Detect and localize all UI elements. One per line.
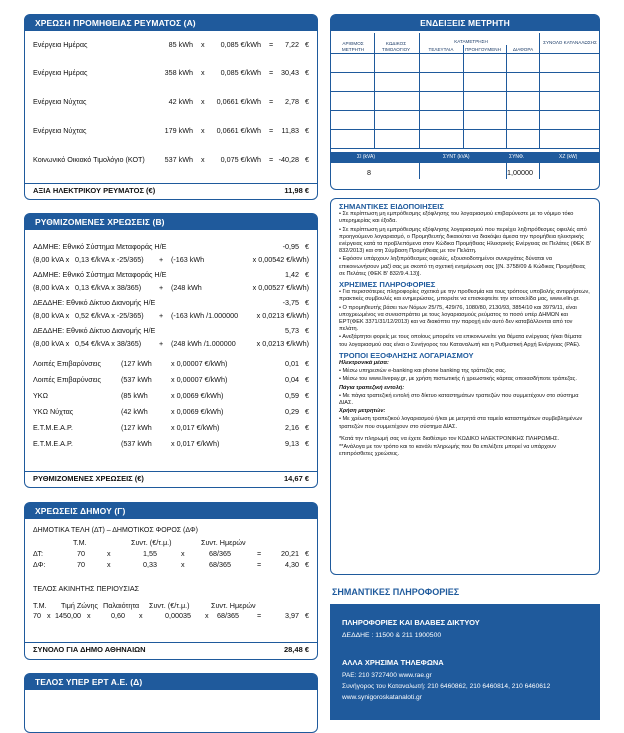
network-calc-rate: 0,13 €/kVA x 38/365) — [75, 283, 142, 292]
network-calc-price: x 0,00542 €/kWh) — [252, 255, 309, 264]
meter-col-total: ΣΥΝΟΛΟ ΚΑΤΑΝΑΛΩΣΗΣ — [543, 40, 597, 45]
network-calc-rate: 0,54 €/kVA x 38/365) — [75, 339, 142, 348]
other-charge-label: ΥΚΩ Νύχτας — [33, 407, 74, 416]
network-charge-row — [25, 339, 317, 349]
meter-readings-box — [330, 14, 600, 190]
tap-row — [25, 611, 317, 621]
pay-cash-item: • Με χρέωση τραπεζικού λογαριασμού ή/και με μετρητά στα ταμεία καταστημάτων συμβεβλημένων τραπεζών που συμμετέχουν στο σύστημα ΔΙΑΣ. — [339, 416, 583, 430]
network-charge-row — [25, 270, 317, 280]
phone-line-3: www.synigoroskatanaloti.gr — [342, 694, 422, 701]
municipal-total-label: ΣΥΝΟΛΟ ΓΙΑ ΔΗΜΟ ΑΘΗΝΑΙΩΝ — [33, 645, 146, 654]
network-calc-kwh: (248 kWh — [171, 283, 202, 292]
municipal-row — [25, 549, 317, 559]
regulated-total-label: ΡΥΘΜΙΖΟΜΕΝΕΣ ΧΡΕΩΣΕΙΣ (€) — [33, 474, 144, 483]
municipal-charges-title: ΧΡΕΩΣΕΙΣ ΔΗΜΟΥ (Γ) — [25, 503, 317, 519]
notice-item: • Σε περίπτωση μη εμπρόθεσμης εξόφλησης λογαριασμού που περιέχει ληξιπρόθεσμες οφειλές από προηγούμενο λογαριασμό, ο Προμηθευτής δικαιούται να διακόψει άμεσα την προμήθεια ηλεκτρικής ενέργειας κατά τα προβλεπόμενα στον Κώδικα Προμήθειας Ηλεκτρικής Ενέργειας σε Πελάτες (ΦΕΚ Β' 832/2013) και στη Σύμβαση Προμήθειας με τον Πελάτη. — [339, 226, 591, 255]
network-charge-row — [25, 242, 317, 252]
ert-charges-box — [24, 673, 318, 733]
supply-row-label: Ενέργεια Ημέρας — [33, 68, 88, 77]
supply-row-label: Ενέργεια Ημέρας — [33, 40, 88, 49]
meter-val-kva: 8 — [367, 168, 371, 177]
useful-info-title: ΧΡΗΣΙΜΕΣ ΠΛΗΡΟΦΟΡΙΕΣ — [339, 280, 436, 290]
supply-charges-title: ΧΡΕΩΣΗ ΠΡΟΜΗΘΕΙΑΣ ΡΕΥΜΑΤΟΣ (Α) — [25, 15, 317, 31]
supply-row-x: x — [201, 155, 205, 164]
network-calc-price: x 0,0213 €/kWh) — [256, 311, 309, 320]
network-charge-row — [25, 298, 317, 308]
municipal-row-days: 68/365 — [209, 560, 231, 569]
supply-row-amount: -40,28 — [278, 155, 299, 164]
regulated-total-row — [25, 471, 317, 485]
meter-values-row — [331, 168, 599, 178]
meter-col-current: ΤΕΛΕΥΤΑΙΑ — [428, 47, 454, 52]
municipal-head-coef: Συντ. (€/τ.μ.) — [131, 538, 172, 547]
other-charge-qty: (42 kWh — [121, 407, 148, 416]
network-charge-row — [25, 255, 317, 265]
municipal-row — [25, 560, 317, 570]
network-charge-label: ΑΔΜΗΕ: Εθνικό Σύστημα Μεταφοράς Η/Ε — [33, 270, 167, 279]
network-charge-cur: € — [305, 242, 309, 251]
notices-title: ΣΗΜΑΝΤΙΚΕΣ ΕΙΔΟΠΟΙΗΣΕΙΣ — [339, 202, 444, 211]
network-calc-kwh: (-163 kWh /1.000000 — [171, 311, 239, 320]
supply-row-qty: 537 kWh — [164, 155, 193, 164]
municipal-row-tm: 70 — [77, 560, 85, 569]
pay-cash-label: Χρήση μετρητών: — [339, 408, 386, 415]
other-charge-amount: 0,04 — [285, 375, 299, 384]
supply-row-eq: = — [269, 68, 274, 77]
other-charge-cur: € — [305, 407, 309, 416]
other-charge-cur: € — [305, 359, 309, 368]
other-charge-qty: (127 kWh — [121, 359, 152, 368]
important-info-title: ΣΗΜΑΝΤΙΚΕΣ ΠΛΗΡΟΦΟΡΙΕΣ — [332, 587, 460, 597]
supply-row-x: x — [201, 68, 205, 77]
meter-col-number: ΑΡΙΘΜΟΣ ΜΕΤΡΗΤΗ — [341, 41, 365, 52]
network-charge-amount: 1,42 — [285, 270, 299, 279]
supply-row-cur: € — [305, 155, 309, 164]
network-calc-kwh: (-163 kWh — [171, 255, 205, 264]
municipal-row-amount: 4,30 — [285, 560, 299, 569]
network-info-line: ΔΕΔΔΗΕ : 11500 & 211 1900500 — [342, 632, 442, 639]
supply-row-eq: = — [269, 126, 274, 135]
supply-row — [25, 126, 317, 136]
tap-days: 68/365 — [217, 611, 239, 620]
supply-row-qty: 85 kWh — [168, 40, 193, 49]
supply-row — [25, 40, 317, 50]
municipal-row-label: ΔΤ: — [33, 549, 43, 558]
meter-foot-kva: ΣΙ (kVA) — [357, 154, 375, 160]
other-charge-amount: 2,16 — [285, 423, 299, 432]
supply-row-label: Κοινωνικό Οικιακό Τιμολόγιο (ΚΟΤ) — [33, 155, 145, 164]
tap-head-zone: Τιμή Ζώνης — [61, 601, 98, 610]
municipal-head-tm: Τ.Μ. — [73, 538, 87, 547]
supply-total-row — [25, 183, 317, 197]
ert-charges-title: ΤΕΛΟΣ ΥΠΕΡ ΕΡΤ Α.Ε. (Δ) — [25, 674, 317, 690]
network-calc-plus: + — [159, 311, 164, 320]
tap-age: 0,60 — [111, 611, 125, 620]
other-charge-qty: (537 kWh — [121, 439, 152, 448]
network-charge-label: ΑΔΜΗΕ: Εθνικό Σύστημα Μεταφοράς Η/Ε — [33, 242, 167, 251]
network-charge-row — [25, 283, 317, 293]
tap-title: ΤΕΛΟΣ ΑΚΙΝΗΤΗΣ ΠΕΡΙΟΥΣΙΑΣ — [33, 584, 140, 593]
other-charge-cur: € — [305, 375, 309, 384]
supply-row-x: x — [201, 40, 205, 49]
municipal-row-eq: = — [257, 560, 262, 569]
tap-head-age: Παλαιότητα — [103, 601, 140, 610]
other-charge-amount: 0,29 — [285, 407, 299, 416]
payment-footnote-2: **Ανάλογα με τον τρόπο και το κανάλι πληρωμής που θα επιλέξετε μπορεί να υπάρχουν επιπρόσθετες χρεώσεις. — [339, 444, 556, 458]
supply-row-rate: 0,0661 €/kWh — [216, 126, 261, 135]
other-charge-amount: 9,13 — [285, 439, 299, 448]
municipal-row-eq: = — [257, 549, 262, 558]
meter-col-reading: ΚΑΤΑΜΕΤΡΗΣΗ — [454, 39, 488, 44]
tap-head-days: Συντ. Ημερών — [211, 601, 256, 610]
meter-val-synf: 1,00000 — [507, 168, 533, 177]
phone-line-2: Συνήγορος του Καταναλωτή: 210 6460862, 210 6460814, 210 6460612 — [342, 683, 551, 690]
pay-electronic-label: Ηλεκτρονικά μέσα: — [339, 360, 389, 367]
network-charge-label: ΔΕΔΔΗΕ: Εθνικό Δίκτυο Διανομής Η/Ε — [33, 298, 156, 307]
other-charge-row — [25, 391, 317, 401]
network-charge-cur: € — [305, 298, 309, 307]
meter-col-code: ΚΩΔΙΚΟΣ ΤΙΜΟΛΟΓΙΟΥ — [381, 41, 411, 52]
other-charge-rate: x 0,0069 €/kWh) — [171, 391, 224, 400]
useful-phones-title: ΑΛΛΑ ΧΡΗΣΙΜΑ ΤΗΛΕΦΩΝΑ — [342, 658, 444, 667]
other-charge-rate: x 0,0069 €/kWh) — [171, 407, 224, 416]
notice-item: • Εφόσον υπάρχουν ληξιπρόθεσμες οφειλές, εξουσιοδοτημένοι συνεργάτες δύναται να επικοινωνήσουν μαζί σας με σκοπό τη σχετική ενημέρωση σας [(Ν. 3758/09 & Κώδικας Προμήθειας σε Πελάτες (ΦΕΚ Β' 832/9.4.13)]. — [339, 256, 586, 277]
other-charge-rate: x 0,00007 €/kWh) — [171, 359, 228, 368]
municipal-row-coef: 0,33 — [143, 560, 157, 569]
tap-eq: = — [257, 611, 262, 620]
municipal-row-x2: x — [181, 560, 185, 569]
supply-row-cur: € — [305, 40, 309, 49]
meter-col-diff: ΔΙΑΦΟΡΑ — [512, 47, 534, 52]
meter-foot-xz: ΧΖ (kW) — [559, 154, 578, 160]
municipal-total-value: 28,48 € — [283, 645, 309, 654]
municipal-head-days: Συντ. Ημερών — [201, 538, 246, 547]
supply-row-amount: 2,78 — [285, 97, 299, 106]
important-info-panel — [330, 604, 600, 720]
supply-row-amount: 7,22 — [285, 40, 299, 49]
network-charge-row — [25, 326, 317, 336]
supply-row-label: Ενέργεια Νύχτας — [33, 126, 87, 135]
tap-x2: x — [87, 611, 91, 620]
pay-standing-label: Πάγια τραπεζική εντολή: — [339, 384, 405, 391]
other-charge-row — [25, 439, 317, 449]
supply-row-cur: € — [305, 126, 309, 135]
supply-row — [25, 155, 317, 165]
regulated-charges-box — [24, 213, 318, 488]
tap-cur: € — [305, 611, 309, 620]
municipal-row-cur: € — [305, 560, 309, 569]
other-charge-amount: 0,01 — [285, 359, 299, 368]
supply-row-eq: = — [269, 97, 274, 106]
municipal-row-cur: € — [305, 549, 309, 558]
tap-tm: 70 — [33, 611, 41, 620]
other-charge-label: Ε.Τ.Μ.Ε.Α.Ρ. — [33, 423, 73, 432]
meter-readings-title: ΕΝΔΕΙΞΕΙΣ ΜΕΤΡΗΤΗ — [331, 15, 599, 31]
regulated-charges-title: ΡΥΘΜΙΖΟΜΕΝΕΣ ΧΡΕΩΣΕΙΣ (Β) — [25, 214, 317, 230]
payment-footnote-1: *Κατά την πληρωμή σας να έχετε διαθέσιμο τον ΚΩΔΙΚΟ ΗΛΕΚΤΡΟΝΙΚΗΣ ΠΛΗΡΩΜΗΣ. — [339, 435, 560, 442]
supply-row-rate: 0,075 €/kWh — [220, 155, 261, 164]
municipal-row-x1: x — [107, 560, 111, 569]
other-charge-rate: x 0,017 €/kWh) — [171, 439, 220, 448]
meter-footer-bar — [331, 152, 599, 163]
network-calc-price: x 0,0213 €/kWh) — [256, 339, 309, 348]
supply-row-qty: 358 kWh — [164, 68, 193, 77]
network-calc-plus: + — [159, 255, 164, 264]
supply-row-amount: 11,83 — [281, 126, 299, 135]
municipal-row-label: ΔΦ: — [33, 560, 46, 569]
other-charge-label: ΥΚΩ — [33, 391, 48, 400]
municipal-total-row — [25, 642, 317, 656]
other-charge-label: Ε.Τ.Μ.Ε.Α.Ρ. — [33, 439, 73, 448]
notice-item: • Σε περίπτωση μη εμπρόθεσμης εξόφλησης του λογαριασμού επιβαρύνεστε με το νόμιμο τόκο υπερημερίας και έξοδα. — [339, 211, 574, 225]
pay-electronic-item: • Μέσω του www.livepay.gr, με χρήση πιστωτικής ή χρεωστικής κάρτας οποιασδήποτε τράπεζας. — [339, 376, 577, 383]
network-calc-kva: (8,00 kVA x — [33, 339, 70, 348]
municipal-row-x1: x — [107, 549, 111, 558]
network-charge-amount: -0,95 — [282, 242, 299, 251]
supply-row-x: x — [201, 126, 205, 135]
municipal-charges-box — [24, 502, 318, 660]
meter-col-previous: ΠΡΟΗΓΟΥΜΕΝΗ — [465, 47, 501, 52]
other-charge-row — [25, 407, 317, 417]
tap-head-coef: Συντ. (€/τ.μ.) — [149, 601, 190, 610]
pay-electronic-item: • Μέσω υπηρεσιών e-banking και phone banking της τράπεζάς σας. — [339, 368, 507, 375]
supply-total-label: ΑΞΙΑ ΗΛΕΚΤΡΙΚΟΥ ΡΕΥΜΑΤΟΣ (€) — [33, 186, 156, 195]
tap-x3: x — [139, 611, 143, 620]
other-charge-rate: x 0,00007 €/kWh) — [171, 375, 228, 384]
supply-row-amount: 30,43 — [281, 68, 299, 77]
other-charge-row — [25, 359, 317, 369]
supply-row-qty: 42 kWh — [168, 97, 193, 106]
other-charge-qty: (127 kWh — [121, 423, 152, 432]
network-calc-price: x 0,00527 €/kWh) — [252, 283, 309, 292]
phone-line-1: ΡΑΕ: 210 3727400 www.rae.gr — [342, 672, 432, 679]
network-calc-plus: + — [159, 339, 164, 348]
other-charge-rate: x 0,017 €/kWh) — [171, 423, 220, 432]
municipal-row-amount: 20,21 — [281, 549, 299, 558]
other-charge-label: Λοιπές Επιβαρύνσεις — [33, 375, 101, 384]
municipal-row-tm: 70 — [77, 549, 85, 558]
useful-info-item: • Ο προμηθευτής βάσει των Νόμων 25/75, 429/76, 1080/80, 2130/93, 3854/10 και 3979/11, είναι υποχρεωμένος να συνεισπράττει με τους λογαριασμούς ρεύματος το ποσό υπέρ ΔΗΜΩΝ και ΕΡΤ(ΦΕΚ 3371/31/12/2013) και να διακόπτει την παροχή εάν αυτό δεν καταβάλλονται από τον πελάτη. — [339, 304, 577, 333]
tap-head-row — [25, 601, 317, 611]
tap-x4: x — [205, 611, 209, 620]
other-charge-label: Λοιπές Επιβαρύνσεις — [33, 359, 101, 368]
supply-row-rate: 0,085 €/kWh — [220, 68, 261, 77]
pay-standing-item: • Με πάγια τραπεζική εντολή στο δίκτυο καταστημάτων τραπεζών που συμμετέχουν στο σύστημα ΔΙΑΣ. — [339, 392, 579, 407]
tap-head-tm: Τ.Μ. — [33, 601, 47, 610]
other-charge-cur: € — [305, 391, 309, 400]
supply-row-eq: = — [269, 155, 274, 164]
municipal-row-coef: 1,55 — [143, 549, 157, 558]
supply-row-qty: 179 kWh — [164, 126, 193, 135]
network-charge-row — [25, 311, 317, 321]
other-charge-qty: (85 kWh — [121, 391, 148, 400]
supply-row-cur: € — [305, 68, 309, 77]
network-charge-cur: € — [305, 326, 309, 335]
network-calc-rate: 0,13 €/kVA x -25/365) — [75, 255, 144, 264]
supply-row-cur: € — [305, 97, 309, 106]
other-charge-row — [25, 423, 317, 433]
municipal-row-days: 68/365 — [209, 549, 231, 558]
municipal-head-row — [25, 538, 317, 548]
other-charge-amount: 0,59 — [285, 391, 299, 400]
useful-info-item: • Ανεξάρτητοι φορείς με τους οποίους μπορείτε να επικοινωνείτε για θέματα ενέργειας ή/και θέματα του λογαριασμού σας είναι ο Συνήγορος του Καταναλωτή και η Ρυθμιστική Αρχή Ενέργειας (ΡΑΕ). — [339, 334, 582, 348]
tap-title-row — [25, 584, 317, 594]
useful-info-item: • Για περισσότερες πληροφορίες σχετικά με την προθεσμία και τους τρόπους υποβολής αντιρρήσεων, πρακτικές συμβουλές και ενημερώσεις, μπορείτε να επισκεφτείτε την ιστοσελίδα μας, www.elin.gr. — [339, 289, 590, 303]
tap-x1: x — [47, 611, 51, 620]
notices-box — [330, 198, 600, 575]
tap-amount: 3,97 — [285, 611, 299, 620]
tap-zone: 1450,00 — [55, 611, 81, 620]
supply-row-x: x — [201, 97, 205, 106]
supply-charges-box — [24, 14, 318, 200]
network-charge-cur: € — [305, 270, 309, 279]
other-charge-row — [25, 375, 317, 385]
municipal-row-x2: x — [181, 549, 185, 558]
tap-coef: 0,00035 — [165, 611, 191, 620]
network-charge-amount: -3,75 — [282, 298, 299, 307]
regulated-total-value: 14,67 € — [283, 474, 309, 483]
network-calc-rate: 0,52 €/kVA x -25/365) — [75, 311, 144, 320]
network-charge-label: ΔΕΔΔΗΕ: Εθνικό Δίκτυο Διανομής Η/Ε — [33, 326, 156, 335]
meter-foot-syn: ΣΥΝΤ (kVA) — [443, 154, 470, 160]
supply-row-rate: 0,0661 €/kWh — [216, 97, 261, 106]
network-calc-kva: (8,00 kVA x — [33, 255, 70, 264]
municipal-subtitle: ΔΗΜΟΤΙΚΑ ΤΕΛΗ (ΔΤ) – ΔΗΜΟΤΙΚΟΣ ΦΟΡΟΣ (ΔΦ) — [33, 527, 198, 534]
supply-row-label: Ενέργεια Νύχτας — [33, 97, 87, 106]
supply-row-rate: 0,085 €/kWh — [220, 40, 261, 49]
supply-row — [25, 97, 317, 107]
network-calc-kwh: (248 kWh /1.000000 — [171, 339, 236, 348]
supply-row — [25, 68, 317, 78]
network-charge-amount: 5,73 — [285, 326, 299, 335]
payment-methods-title: ΤΡΟΠΟΙ ΕΞΟΦΛΗΣΗΣ ΛΟΓΑΡΙΑΣΜΟΥ — [339, 350, 474, 360]
network-info-title: ΠΛΗΡΟΦΟΡΙΕΣ ΚΑΙ ΒΛΑΒΕΣ ΔΙΚΤΥΟΥ — [342, 618, 480, 627]
other-charge-cur: € — [305, 439, 309, 448]
meter-foot-synf: ΣΥΝΦ. — [509, 154, 525, 160]
supply-row-eq: = — [269, 40, 274, 49]
other-charge-cur: € — [305, 423, 309, 432]
municipal-subtitle-row — [25, 526, 317, 536]
other-charge-qty: (537 kWh — [121, 375, 152, 384]
network-calc-kva: (8,00 kVA x — [33, 311, 70, 320]
supply-total-value: 11,98 € — [284, 186, 309, 195]
network-calc-kva: (8,00 kVA x — [33, 283, 70, 292]
network-calc-plus: + — [159, 283, 164, 292]
